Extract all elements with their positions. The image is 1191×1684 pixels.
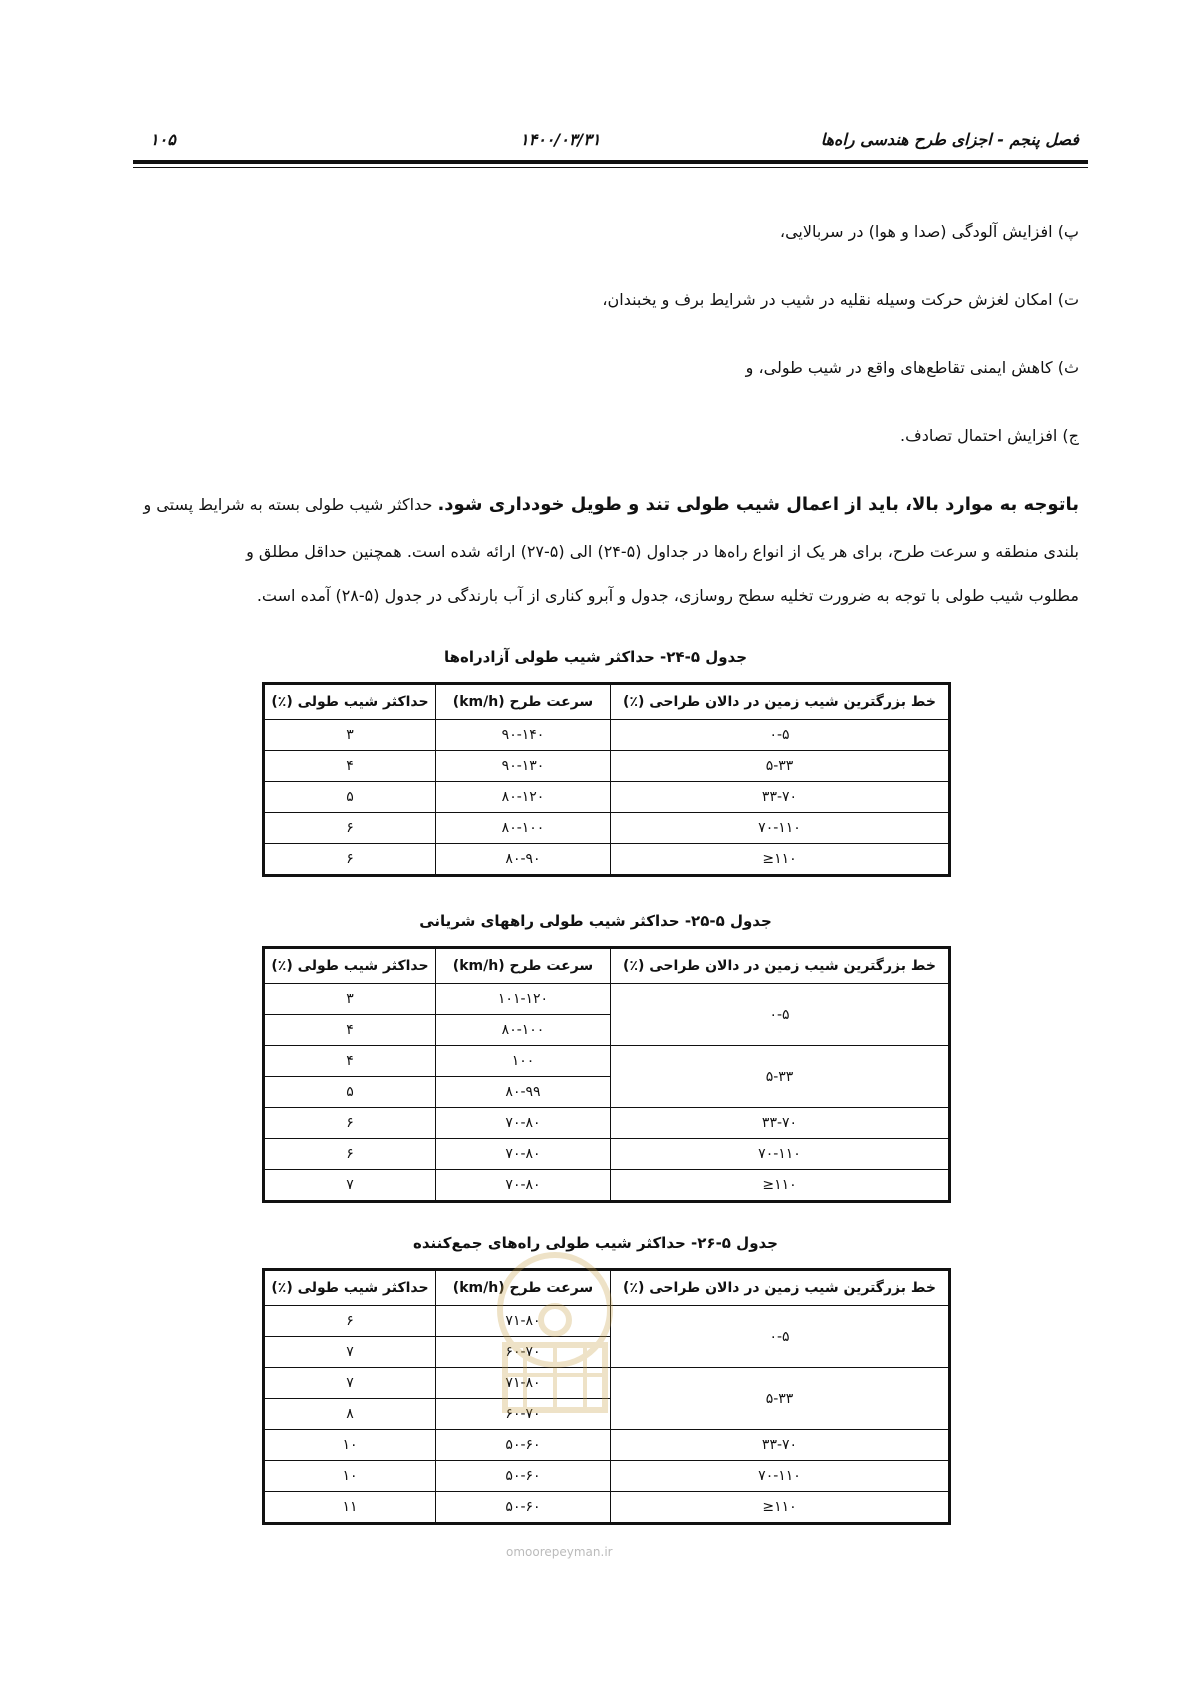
paragraph-bold: باتوجه به موارد بالا، باید از اعمال شیب طولی تند و طویل خودداری شود. (437, 494, 1079, 515)
cell-slope: ۰-۵ (611, 720, 950, 751)
cell-grade: ۱۱ (264, 1492, 436, 1524)
watermark-logo-icon (480, 1250, 630, 1420)
cell-slope: ۰-۵ (611, 1306, 950, 1368)
cell-speed: ۸۰-۱۰۰ (436, 813, 611, 844)
cell-speed: ۸۰-۹۹ (436, 1077, 611, 1108)
cell-grade: ۶ (264, 844, 436, 876)
paragraph-line-2: بلندی منطقه و سرعت طرح، برای هر یک از انواع راه‌ها در جداول (۵-۲۴) الی (۵-۲۷) ارائه شده است. همچنین حداقل مطلق و (246, 542, 1079, 561)
cell-speed: ۵۰-۶۰ (436, 1430, 611, 1461)
table-row (264, 813, 950, 844)
cell-slope: ۵-۳۳ (611, 751, 950, 782)
table-row (264, 1108, 950, 1139)
cell-speed: ۹۰-۱۳۰ (436, 751, 611, 782)
table-row (264, 1430, 950, 1461)
table-row (264, 984, 950, 1015)
cell-speed: ۱۰۰ (436, 1046, 611, 1077)
cell-speed: ۵۰-۶۰ (436, 1461, 611, 1492)
table-row (264, 720, 950, 751)
cell-slope: ۷۰-۱۱۰ (611, 813, 950, 844)
cell-grade: ۴ (264, 751, 436, 782)
cell-slope: ۷۰-۱۱۰ (611, 1139, 950, 1170)
table-row (264, 1461, 950, 1492)
cell-grade: ۶ (264, 1139, 436, 1170)
cell-speed: ۵۰-۶۰ (436, 1492, 611, 1524)
table-header-row (264, 684, 950, 720)
paragraph-line-3: مطلوب شیب طولی با توجه به ضرورت تخلیه سطح روسازی، جدول و آبرو کناری از آب بارندگی در جدول (۵-۲۸) آمده است. (256, 586, 1079, 605)
cell-slope: ۳۳-۷۰ (611, 1108, 950, 1139)
cell-slope: ۱۱۰≤ (611, 844, 950, 876)
chapter-title: فصل پنجم - اجزای طرح هندسی راه‌ها (820, 130, 1079, 149)
cell-slope: ۰-۵ (611, 984, 950, 1046)
cell-grade: ۶ (264, 1108, 436, 1139)
cell-grade: ۱۰ (264, 1430, 436, 1461)
table-24-caption: جدول ۵-۲۴- حداکثر شیب طولی آزادراه‌ها (443, 648, 748, 666)
cell-speed: ۷۱-۸۰ (436, 1306, 611, 1337)
header-speed: سرعت طرح (km/h) (436, 1270, 611, 1306)
cell-slope: ۱۱۰≤ (611, 1492, 950, 1524)
page-number: ۱۰۵ (150, 130, 176, 149)
table-header-row (264, 948, 950, 984)
header-speed: سرعت طرح (km/h) (436, 948, 611, 984)
cell-grade: ۱۰ (264, 1461, 436, 1492)
cell-grade: ۳ (264, 720, 436, 751)
table-row (264, 751, 950, 782)
cell-grade: ۷ (264, 1170, 436, 1202)
cell-slope: ۷۰-۱۱۰ (611, 1461, 950, 1492)
header-slope: خط بزرگترین شیب زمین در دالان طراحی (٪) (611, 948, 950, 984)
cell-grade: ۴ (264, 1015, 436, 1046)
cell-grade: ۷ (264, 1368, 436, 1399)
header-speed: سرعت طرح (km/h) (436, 684, 611, 720)
paragraph-line-1 (119, 494, 1079, 515)
cell-slope: ۵-۳۳ (611, 1368, 950, 1430)
cell-speed: ۸۰-۱۰۰ (436, 1015, 611, 1046)
header-grade: حداکثر شیب طولی (٪) (264, 1270, 436, 1306)
cell-speed: ۱۰۱-۱۲۰ (436, 984, 611, 1015)
cell-grade: ۷ (264, 1337, 436, 1368)
cell-grade: ۶ (264, 813, 436, 844)
header-grade: حداکثر شیب طولی (٪) (264, 948, 436, 984)
table-25-caption: جدول ۵-۲۵- حداکثر شیب طولی راههای شریانی (419, 912, 772, 930)
list-item-se: ث) کاهش ایمنی تقاطع‌های واقع در شیب طولی، و (745, 358, 1079, 377)
header-rule-thin (133, 167, 1088, 168)
cell-grade: ۸ (264, 1399, 436, 1430)
header-slope: خط بزرگترین شیب زمین در دالان طراحی (٪) (611, 684, 950, 720)
table-row (264, 1492, 950, 1524)
cell-speed: ۷۰-۸۰ (436, 1108, 611, 1139)
cell-grade: ۵ (264, 782, 436, 813)
cell-speed: ۷۱-۸۰ (436, 1368, 611, 1399)
cell-speed: ۶۰-۷۰ (436, 1337, 611, 1368)
table-row (264, 844, 950, 876)
paragraph-line-1-rest: حداکثر شیب طولی بسته به شرایط پستی و (143, 495, 438, 514)
table-24 (262, 682, 951, 877)
cell-slope: ۳۳-۷۰ (611, 1430, 950, 1461)
table-25 (262, 946, 951, 1203)
cell-speed: ۷۰-۸۰ (436, 1139, 611, 1170)
list-item-jim: ج) افزایش احتمال تصادف. (900, 426, 1079, 445)
cell-speed: ۷۰-۸۰ (436, 1170, 611, 1202)
table-row (264, 1170, 950, 1202)
cell-slope: ۵-۳۳ (611, 1046, 950, 1108)
table-row (264, 1046, 950, 1077)
header-grade: حداکثر شیب طولی (٪) (264, 684, 436, 720)
cell-grade: ۶ (264, 1306, 436, 1337)
header-date: ۱۴۰۰/۰۳/۳۱ (520, 130, 601, 149)
table-row (264, 1139, 950, 1170)
header-slope: خط بزرگترین شیب زمین در دالان طراحی (٪) (611, 1270, 950, 1306)
table-26-caption: جدول ۵-۲۶- حداکثر شیب طولی راه‌های جمع‌کننده (413, 1234, 778, 1252)
list-item-pe: پ) افزایش آلودگی (صدا و هوا) در سربالایی، (779, 222, 1079, 241)
header-rule-thick (133, 160, 1088, 164)
cell-grade: ۳ (264, 984, 436, 1015)
cell-slope: ۱۱۰≤ (611, 1170, 950, 1202)
cell-grade: ۴ (264, 1046, 436, 1077)
cell-grade: ۵ (264, 1077, 436, 1108)
cell-speed: ۶۰-۷۰ (436, 1399, 611, 1430)
cell-speed: ۹۰-۱۴۰ (436, 720, 611, 751)
watermark-text: omoorepeyman.ir (506, 1545, 613, 1559)
cell-speed: ۸۰-۱۲۰ (436, 782, 611, 813)
table-row (264, 782, 950, 813)
list-item-te: ت) امکان لغزش حرکت وسیله نقلیه در شیب در شرایط برف و یخبندان، (602, 290, 1079, 309)
cell-slope: ۳۳-۷۰ (611, 782, 950, 813)
cell-speed: ۸۰-۹۰ (436, 844, 611, 876)
